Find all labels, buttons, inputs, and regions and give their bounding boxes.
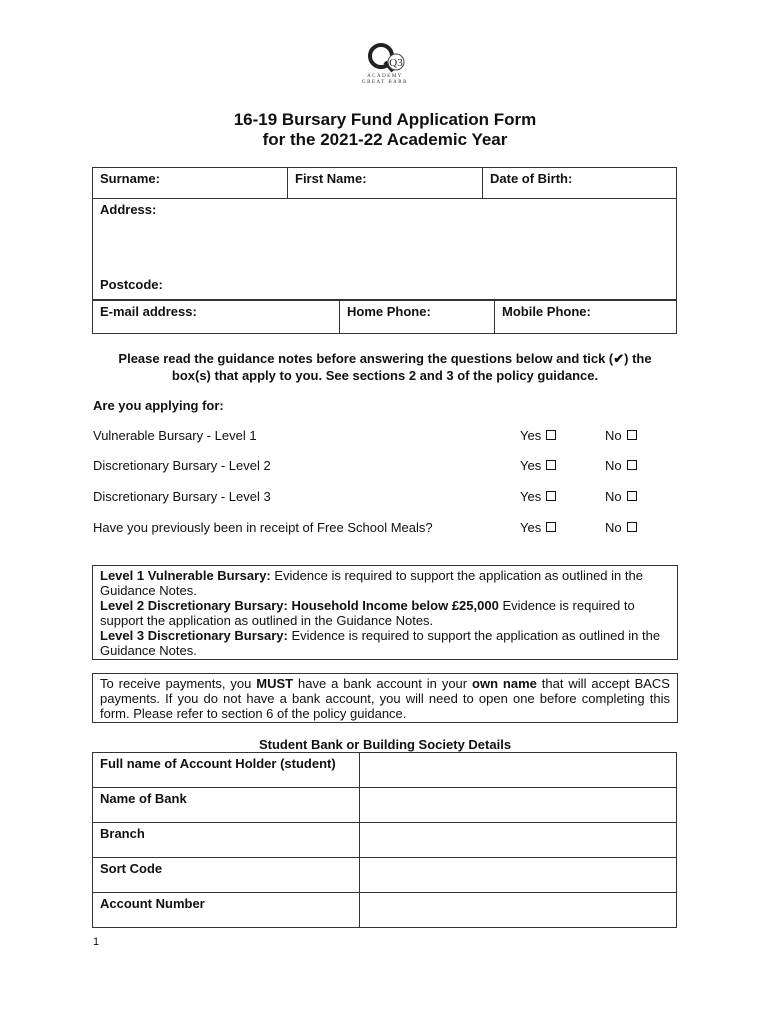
address-label: Address:: [100, 202, 157, 217]
checkbox-icon: [546, 460, 556, 470]
yes-checkbox-level2[interactable]: [520, 458, 556, 473]
branch-label: Branch: [93, 823, 360, 858]
academy-logo: [355, 40, 415, 90]
personal-details-table: [92, 167, 677, 300]
instructions-line1: Please read the guidance notes before answering the questions below and tick (✔) the: [118, 351, 652, 366]
dob-label: Date of Birth:: [490, 171, 573, 186]
checkbox-icon: [546, 430, 556, 440]
surname-field[interactable]: [93, 168, 288, 199]
logo-text-line1: ACADEMY: [367, 74, 403, 79]
level2-note: [100, 598, 670, 628]
bank-details-table: [92, 752, 677, 928]
yes-label: Yes: [520, 520, 542, 535]
form-title-line1: 16-19 Bursary Fund Application Form: [233, 110, 537, 129]
sort-code-label: Sort Code: [93, 858, 360, 893]
payment-must: MUST: [256, 676, 294, 691]
surname-label: Surname:: [100, 171, 160, 186]
home-phone-field[interactable]: [340, 301, 495, 334]
q3-logo-icon: [363, 40, 407, 74]
yes-checkbox-fsm[interactable]: [520, 520, 556, 535]
checkbox-icon: [546, 491, 556, 501]
postcode-label: Postcode:: [100, 277, 163, 292]
address-field[interactable]: [93, 199, 677, 300]
account-number-label: Account Number: [93, 893, 360, 928]
no-checkbox-level3[interactable]: [605, 489, 637, 504]
level2-title: Level 2 Discretionary Bursary: Household Income below £25,000: [100, 598, 499, 613]
yes-checkbox-level1[interactable]: [520, 428, 556, 443]
bank-name-label: Name of Bank: [93, 788, 360, 823]
payment-text-1: To receive payments, you: [100, 676, 257, 691]
instructions: [60, 350, 710, 384]
level3-title: Level 3 Discretionary Bursary:: [100, 628, 288, 643]
checkbox-icon: [627, 522, 637, 532]
no-checkbox-level2[interactable]: [605, 458, 637, 473]
no-checkbox-fsm[interactable]: [605, 520, 637, 535]
contact-details-table: [92, 300, 677, 334]
account-holder-label: Full name of Account Holder (student): [93, 753, 360, 788]
branch-input[interactable]: [360, 823, 677, 858]
level1-title: Level 1 Vulnerable Bursary:: [100, 568, 271, 583]
payment-notice-panel: [92, 673, 678, 723]
yes-label: Yes: [520, 428, 542, 443]
home-phone-label: Home Phone:: [347, 304, 431, 319]
payment-text-2: have a bank account in your: [293, 676, 473, 691]
question-vulnerable-level1: Vulnerable Bursary - Level 1: [93, 428, 257, 443]
email-label: E-mail address:: [100, 304, 197, 319]
account-number-input[interactable]: [360, 893, 677, 928]
bursary-levels-panel: [92, 565, 678, 660]
instructions-line2: box(s) that apply to you. See sections 2 and 3 of the policy guidance.: [171, 368, 599, 383]
checkbox-icon: [627, 460, 637, 470]
question-free-school-meals: Have you previously been in receipt of Free School Meals?: [93, 520, 433, 535]
account-holder-input[interactable]: [360, 753, 677, 788]
yes-checkbox-level3[interactable]: [520, 489, 556, 504]
no-label: No: [605, 458, 622, 473]
logo-mark: Q3: [389, 57, 403, 69]
form-title-line2: for the 2021-22 Academic Year: [262, 130, 508, 149]
no-checkbox-level1[interactable]: [605, 428, 637, 443]
question-discretionary-level3: Discretionary Bursary - Level 3: [93, 489, 271, 504]
question-discretionary-level2: Discretionary Bursary - Level 2: [93, 458, 271, 473]
level2-text: Evidence is required to support the application as outlined in the Guidance Notes.: [100, 598, 635, 628]
payment-text-3: that will accept BACS payments. If you do not have a bank account, you will need to open one before completing this form. Please refer to section 6 of the policy guidance.: [100, 676, 670, 721]
sort-code-input[interactable]: [360, 858, 677, 893]
checkbox-icon: [546, 522, 556, 532]
mobile-phone-label: Mobile Phone:: [502, 304, 591, 319]
payment-own-name: own name: [472, 676, 537, 691]
logo-text-line2: GREAT BARR: [362, 80, 408, 85]
mobile-phone-field[interactable]: [495, 301, 677, 334]
yes-label: Yes: [520, 458, 542, 473]
level3-note: [100, 628, 670, 658]
first-name-field[interactable]: [288, 168, 483, 199]
first-name-label: First Name:: [295, 171, 367, 186]
no-label: No: [605, 428, 622, 443]
email-field[interactable]: [93, 301, 340, 334]
level1-note: [100, 568, 670, 598]
page-number: 1: [93, 936, 100, 948]
dob-field[interactable]: [483, 168, 677, 199]
checkbox-icon: [627, 491, 637, 501]
yes-label: Yes: [520, 489, 542, 504]
applying-heading: Are you applying for:: [93, 398, 224, 413]
level1-text: Evidence is required to support the application as outlined in the Guidance Notes.: [100, 568, 643, 598]
level3-text: Evidence is required to support the application as outlined in the Guidance Notes.: [100, 628, 661, 658]
bank-details-heading: Student Bank or Building Society Details: [258, 737, 512, 752]
no-label: No: [605, 520, 622, 535]
no-label: No: [605, 489, 622, 504]
checkbox-icon: [627, 430, 637, 440]
bank-name-input[interactable]: [360, 788, 677, 823]
